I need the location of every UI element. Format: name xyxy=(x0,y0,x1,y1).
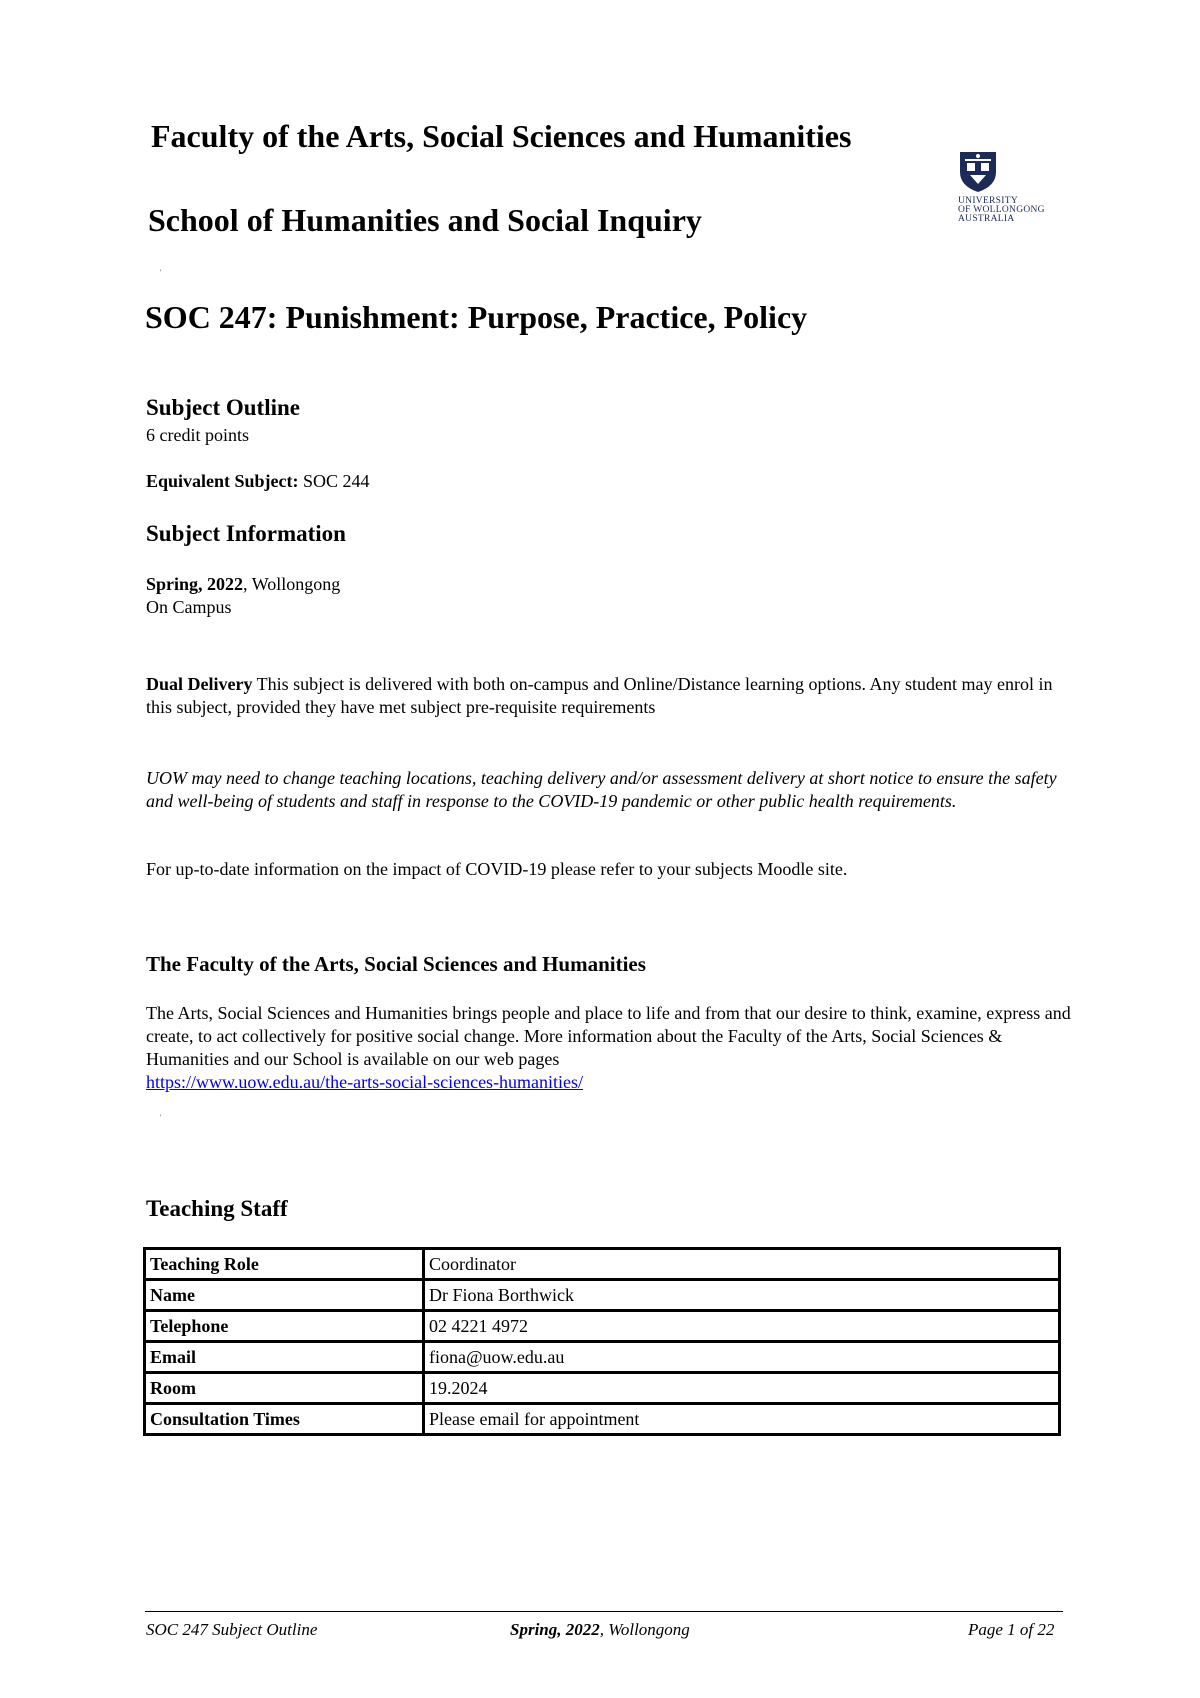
row-label: Name xyxy=(145,1280,424,1311)
row-label: Room xyxy=(145,1373,424,1404)
equivalent-subject-label: Equivalent Subject: xyxy=(146,471,299,491)
session: Spring, 2022 xyxy=(146,574,244,594)
row-label: Teaching Role xyxy=(145,1249,424,1280)
covid-notice: UOW may need to change teaching locations, teaching delivery and/or assessment delivery at short notice to ensure the safety and well-being of students and staff in response to the COVID-19 pandemic or other public health requirements. xyxy=(146,768,1057,811)
footer-center xyxy=(510,1620,690,1640)
logo-wordmark: UNIVERSITY OF WOLLONGONG AUSTRALIA xyxy=(958,196,1045,224)
covid-info: For up-to-date information on the impact of COVID-19 please refer to your subjects Moodle site. xyxy=(146,859,848,879)
faculty-title: Faculty of the Arts, Social Sciences and Humanities xyxy=(151,118,852,154)
credit-points: 6 credit points xyxy=(146,425,249,445)
row-label: Email xyxy=(145,1342,424,1373)
row-value: Dr Fiona Borthwick xyxy=(424,1280,1060,1311)
footer-session: Spring, 2022 xyxy=(510,1620,600,1639)
campus-location: , Wollongong xyxy=(243,574,341,594)
table-row xyxy=(145,1404,1060,1435)
table-row xyxy=(145,1311,1060,1342)
faculty-section-text xyxy=(146,1002,1076,1094)
faculty-description: The Arts, Social Sciences and Humanities brings people and place to life and from that our desire to think, examine, express and create, to act collectively for positive social change. More information about the Faculty of the Arts, Social Sciences & Humanities and our School is available on our web pages xyxy=(146,1003,1071,1069)
row-label: Consultation Times xyxy=(145,1404,424,1435)
row-value: fiona@uow.edu.au xyxy=(424,1342,1060,1373)
row-value: 19.2024 xyxy=(424,1373,1060,1404)
row-value: Coordinator xyxy=(424,1249,1060,1280)
delivery-mode: On Campus xyxy=(146,597,232,617)
teaching-staff-table xyxy=(143,1247,1061,1436)
school-title: School of Humanities and Social Inquiry xyxy=(148,202,702,238)
row-value: Please email for appointment xyxy=(424,1404,1060,1435)
subject-title: SOC 247: Punishment: Purpose, Practice, Policy xyxy=(145,299,808,335)
table-row xyxy=(145,1373,1060,1404)
page-number: Page 1 of 22 xyxy=(968,1620,1055,1639)
session-line xyxy=(146,573,340,596)
subject-information-heading: Subject Information xyxy=(146,521,346,546)
table-row xyxy=(145,1249,1060,1280)
table-row xyxy=(145,1280,1060,1311)
dual-delivery-text: This subject is delivered with both on-campus and Online/Distance learning options. Any student may enrol in this subject, provided they have met subject pre-requisite requirements xyxy=(146,674,1053,717)
footer-left: SOC 247 Subject Outline xyxy=(146,1620,318,1639)
subject-outline-heading: Subject Outline xyxy=(146,395,300,420)
teaching-staff-heading: Teaching Staff xyxy=(146,1196,288,1221)
equivalent-subject-value: SOC 244 xyxy=(298,471,370,491)
university-logo xyxy=(958,150,1068,224)
table-row xyxy=(145,1342,1060,1373)
dual-delivery-label: Dual Delivery xyxy=(146,674,253,694)
equivalent-subject xyxy=(146,470,370,493)
row-value: 02 4221 4972 xyxy=(424,1311,1060,1342)
university-crest-icon xyxy=(958,150,998,194)
faculty-web-link[interactable]: https://www.uow.edu.au/the-arts-social-sciences-humanities/ xyxy=(146,1072,584,1092)
footer-divider xyxy=(145,1611,1063,1612)
tick-mark: ' xyxy=(160,268,162,277)
faculty-section-heading: The Faculty of the Arts, Social Sciences and Humanities xyxy=(146,952,646,976)
row-label: Telephone xyxy=(145,1311,424,1342)
footer-location: , Wollongong xyxy=(599,1620,690,1639)
dual-delivery-paragraph xyxy=(146,673,1076,719)
tick-mark: ' xyxy=(160,1113,162,1122)
